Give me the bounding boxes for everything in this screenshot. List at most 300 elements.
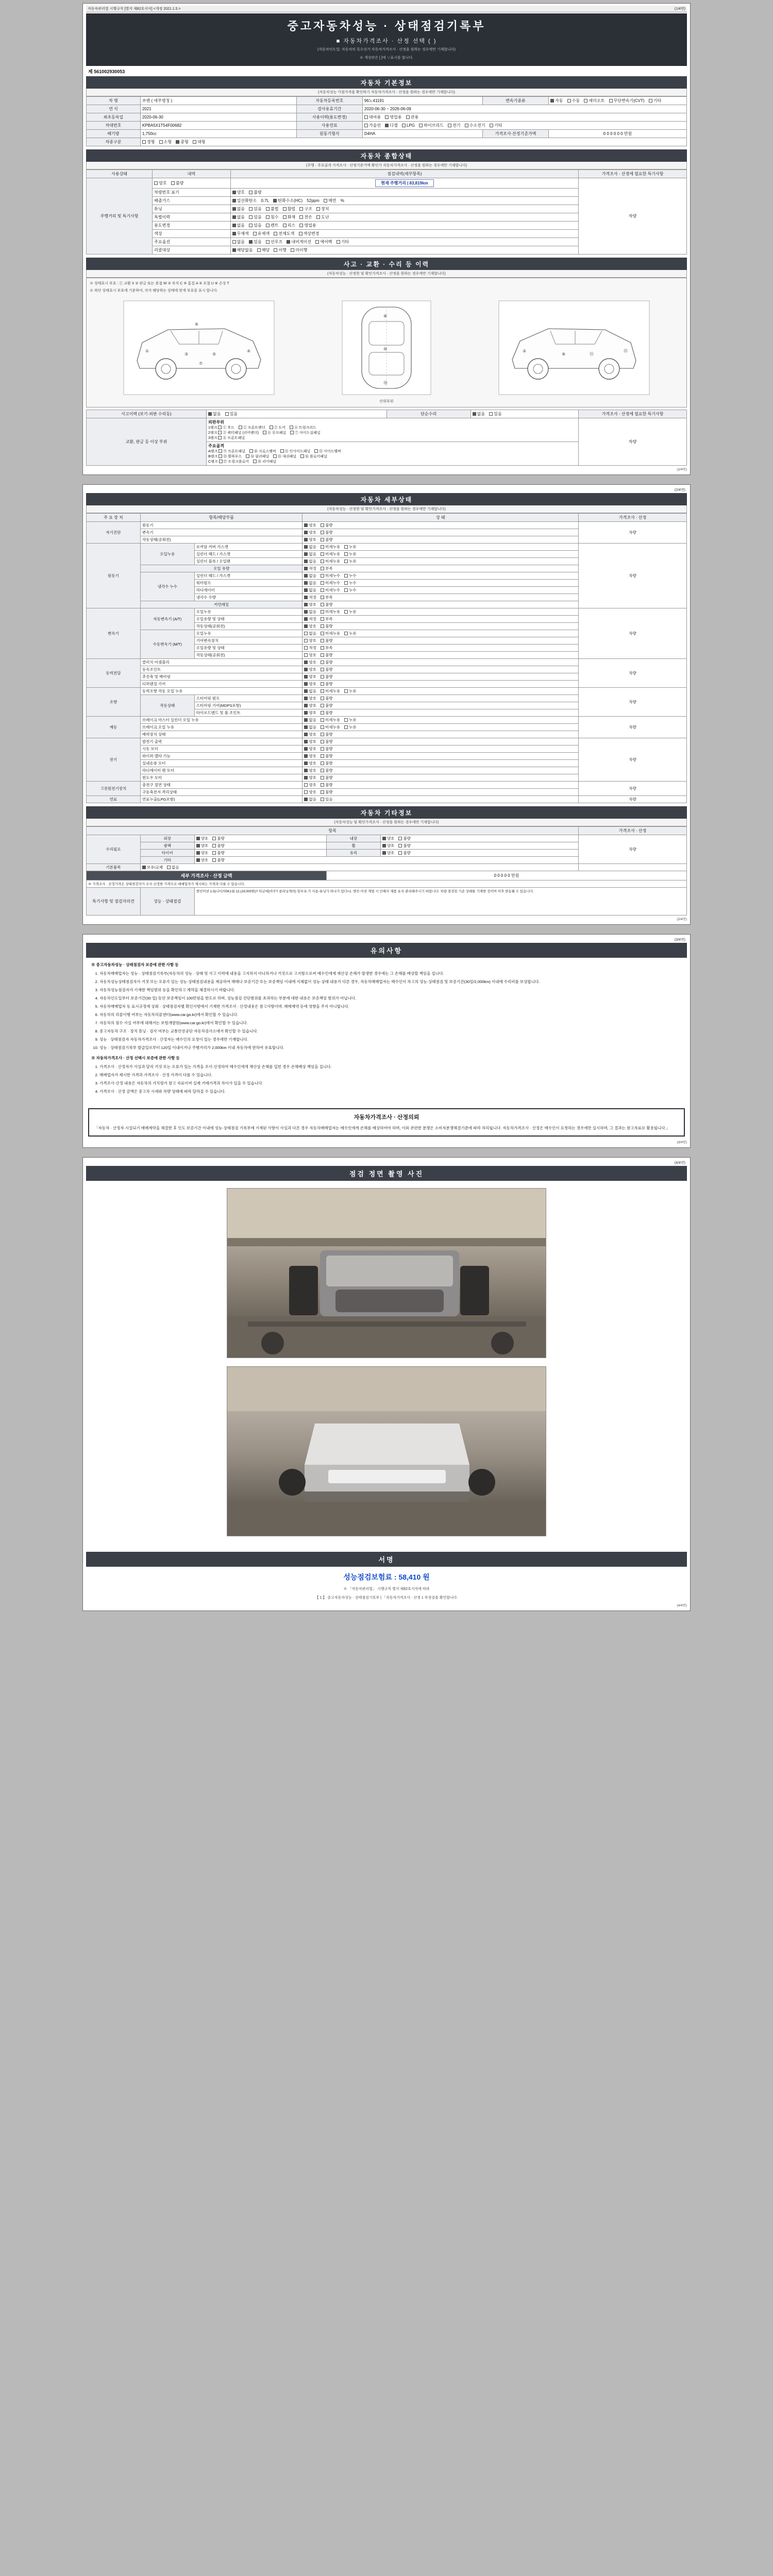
label-car-name: 차 명 (87, 97, 141, 105)
value-vin: KPBA5X1T54F00682 (140, 122, 296, 130)
subgroup-steering-operation: 작동상태 (140, 695, 194, 717)
option-navigation[interactable]: 내비게이션 (287, 239, 311, 245)
table-row (87, 796, 687, 803)
value-special-note: 엔진미션 1.5(나티의0K1월 12,(19,000원)? 타금에(아무? 클리닝계의) 일부포.가 사용-튜닝가 하나가 있다+1. 엔진·미션 계열 시 인해지 제품 유지·관리해주시기 바랍니다. 차량 점검일 기준 상태를 기재한 것이며 이후 변동될 수 있습니다. (194, 888, 686, 916)
overall-recall-label: 리콜대상 (153, 246, 230, 255)
table-row (87, 717, 687, 724)
item-propeller-shaft: 추진축 및 베어링 (140, 673, 303, 681)
idle-good[interactable]: 양호 (304, 537, 316, 543)
emission-smoke[interactable]: 매연 (324, 198, 336, 204)
part-steering-pump: 스티어링 펌프 (194, 695, 303, 702)
state-rocker-cover: 없음 미세누유 누유 (303, 544, 579, 551)
svg-text:②: ② (523, 349, 527, 354)
header-price-note: 가격조사 · 산정에 필요한 특기사항 (579, 170, 687, 178)
svg-text:⑤: ⑤ (212, 352, 216, 357)
section-accident-note: (자동차성능 · 산정한 및 확인가격조사 · 산정을 원하는 경우에만 기재합니다) (86, 270, 687, 278)
overall-recall-options (230, 246, 579, 255)
option-other[interactable]: 기타 (337, 239, 349, 245)
framed-box-text: 「자동차 · 산정자 시설되기 매매계약을 체결한 후 인도 보증기간 이내에 성능·상태점검 기록부에 기재된 사항이 사실과 다른 경우 자동차매매업자는 매수인에게 손해를 배상하여야 하며, 이와 관련한 분쟁은 소비자분쟁해결기준에 따라 처리됩니다. 자동차가격조사 · 산정은 매수인이 요청하는 경우에만 실시하며, 그 결과는 참고자료로 활용됩니다.」 (94, 1125, 670, 1130)
group-fuel: 연료 (87, 796, 141, 803)
note-brake: 차량 (579, 717, 687, 738)
value-displacement: 1,750cc (140, 130, 296, 138)
label-accident-history: 사고이력 (보기·외판 수리등) (87, 410, 207, 418)
note-transmission: 차량 (579, 608, 687, 659)
fuel-lpg[interactable]: LPG (402, 123, 415, 128)
notice-body (86, 958, 687, 1103)
diagram-note-1: ※ 상태표시 부호 : ① 교환 X ② 판금 또는 용접 W ③ 부식 C ④ 흠집 A ⑤ 요철 U ⑥ 손상 T (90, 282, 229, 285)
label-polish: 광택 (140, 842, 194, 850)
header-etc-left: 항목 (87, 827, 579, 835)
section-overall-header: 자동차 종합상태 (86, 149, 687, 162)
framed-box-title: 자동차가격조사 · 산정의뢰 (354, 1114, 419, 1121)
part-cylinder-head: 실린더 헤드 / 가스켓 (194, 551, 303, 558)
list-item: 9. 성능 · 상태점검자 자동차가격조사 · 산정자는 매수인의 요청이 있는 경우에만 기재합니다. (99, 1037, 682, 1043)
usechange-yes[interactable]: 있음 (249, 223, 261, 228)
subgroup-oil-leak: 오일누유 (140, 544, 194, 565)
value-outer-parts (207, 418, 579, 442)
transmission-option-semi[interactable]: 세미오토 (584, 98, 604, 104)
item-alternator: 발전기 출력 (140, 738, 303, 745)
section-detail-note: (자동차성능 · 산정한 및 확인가격조사 · 산정을 원하는 경우에만 기재합니다) (86, 505, 687, 513)
state-propeller-shaft: 양호 불량 (303, 673, 579, 681)
special-yes[interactable]: 있음 (249, 214, 261, 220)
emission-hc[interactable]: 탄화수소(HC) (273, 198, 303, 204)
list-item: 8. 중고자동차 구조 · 장치 튜닝 · 검사 여부는 교통안전공단 자동차검사소에서 확인할 수 있습니다. (99, 1028, 682, 1035)
label-fuel: 사용연료 (296, 122, 362, 130)
part-radiator: 라디에이터 (194, 587, 303, 594)
group-high-voltage: 고전원전기장치 (87, 782, 141, 796)
special-theft[interactable]: 도난 (316, 214, 329, 220)
state-idle (303, 536, 579, 544)
transmission-option-cvt[interactable]: 무단변속기(CVT) (609, 98, 645, 104)
item-window-motor: 윈도우 모터 (140, 774, 303, 782)
page-3-footer: (3/4면) (677, 1140, 687, 1144)
page-4-footer: (4/4면) (677, 1604, 687, 1608)
list-item: 1. 가격조사 · 산정자가 사실과 달리 거짓 또는 오류가 있는 가격을 조사·산정하여 매수인에게 재산상 손해를 입힌 경우 손해배상 책임을 집니다. (99, 1064, 682, 1070)
etc-price-note: 차량 (579, 835, 687, 864)
list-item: 2. 매매업자가 제시한 가격과 가격조사 · 산정 가격이 다를 수 있습니다. (99, 1072, 682, 1078)
state-power-steering-leak: 없음 미세누유 누유 (303, 688, 579, 695)
label-basic-items: 기본품목 (87, 864, 141, 871)
overall-usechange-label: 용도변경 (153, 222, 230, 230)
part-cylinder-block: 실린더 블록 / 오일팬 (194, 558, 303, 565)
overall-color-label: 색상 (153, 230, 230, 238)
notice-list-2 (99, 1064, 682, 1095)
table-row (87, 105, 687, 113)
table-row (87, 544, 687, 551)
trans-good[interactable]: 양호 (304, 530, 316, 535)
tuning-illegal[interactable]: 불법 (266, 206, 278, 212)
mileage-bad[interactable]: 불량 (171, 180, 183, 186)
header-check-detail: 점검내역(세부항목) (230, 170, 579, 178)
table-row (87, 835, 687, 842)
document-subtitle: ■ 자동차가격조사 · 산정 선택 ( ) (336, 38, 437, 44)
overall-special-history-options (230, 213, 579, 222)
color-chromatic[interactable]: 유채색 (253, 231, 270, 236)
special-fire[interactable]: 화재 (283, 214, 295, 220)
value-basic-items: 보유/교체 없음 (140, 864, 578, 871)
list-item: 3. 가격조사·산정 내용은 자동차의 가치평가 참고 자료이며 실제 거래가격과 차이가 있을 수 있습니다. (99, 1080, 682, 1087)
fuel-diesel[interactable]: 디젤 (385, 123, 397, 128)
emission-co-value: 0.7L (261, 198, 270, 203)
value-engine-type: D4HA (362, 130, 482, 138)
value-price-total: 0 0 0 0 0 만원 (326, 871, 686, 880)
label-accident-price-note: 가격조사 · 산정에 필요한 특기사항 (579, 410, 687, 418)
overall-vin-mark-label: 차량번호 표기 (153, 189, 230, 197)
color-changed[interactable]: 색상변경 (299, 231, 320, 236)
table-row (87, 418, 687, 442)
label-simple-repair: 단순수리 (386, 410, 470, 418)
list-item: 1. 자동차매매업자는 성능 · 상태점검기록부(자동차의 성능 · 상태 및 사고 이력에 내용을 고지하지 아니하거나 거짓으로 고지함으로써 매수인에게 재산상 손해가 발생한 경우에는 그 손해를 배상할 책임을 집니다. (99, 971, 682, 977)
item-transmission: 변속기 (140, 529, 303, 536)
usechange-lease[interactable]: 리스 (283, 223, 295, 228)
section-detail-header: 자동차 세부상태 (86, 493, 687, 505)
usechange-commercial[interactable]: 영업용 (299, 223, 316, 228)
class-large[interactable]: 대형 (193, 139, 205, 145)
subgroup-auto-trans: 자동변속기 (A/T) (140, 608, 194, 630)
section-overall-note: (주행 · 주요골격 가격조사 · 산정기준가액 확인가 자동차가격조사 · 산정을 원하는 경우에만 기재합니다) (86, 162, 687, 170)
use-history-rental[interactable]: 대여용 (364, 114, 381, 120)
special-none[interactable]: 없음 (232, 214, 245, 220)
part-at-idle: 작동상태(공회전) (194, 623, 303, 630)
state-cylinder-block: 없음 미세누유 누유 (303, 558, 579, 565)
item-battery-isolation: 구동축전지 격리상태 (140, 789, 303, 796)
car-diagrams (90, 296, 683, 398)
frame-rank-a[interactable]: A랭크 ⑨ 프론트패널 ⑩ 크로스멤버 ⑪ 인사이드패널 ⑫ 사이드멤버 (208, 450, 341, 454)
svg-text:⑪: ⑪ (590, 352, 594, 357)
item-blower-motor: 실내송풍 모터 (140, 760, 303, 767)
form-reference: 자동차관리법 시행규칙 [별지 제82호서식] <개정 2021.1.5.> (88, 7, 181, 11)
part-coolant-level: 냉각수 수량 (194, 594, 303, 601)
page-2-header: (2/4면) (674, 488, 685, 493)
emission-hc-value: 52ppm (307, 198, 320, 203)
table-row (87, 782, 687, 789)
table-row (87, 864, 687, 871)
overall-emission-label: 배출가스 (153, 197, 230, 205)
value-interior: 양호 불량 (380, 835, 578, 842)
page-1-footer: (1/4면) (677, 468, 687, 472)
overall-vin-mark-options (230, 189, 579, 197)
svg-text:③: ③ (184, 352, 189, 357)
price-disclaimer: ※ 가격조사 · 산정가격은 상태점검자가 조사·산정한 가격으로 매매업자가 제시하는 가격과 다를 수 있습니다. (87, 880, 687, 888)
value-accident-history (207, 410, 387, 418)
tuning-legal[interactable]: 합법 (283, 206, 295, 212)
item-common-rail: 커먼레일 (140, 601, 303, 608)
value-fuel (362, 122, 686, 130)
state-wiper: 양호 불량 (303, 753, 579, 760)
label-model-year: 연 식 (87, 105, 141, 113)
accident-history-none[interactable]: 없음 (208, 411, 221, 417)
state-oil-quantity: 적정 부족 (303, 565, 579, 572)
item-master-cylinder: 브레이크 마스터 실린더 오일 누유 (140, 717, 303, 724)
simple-repair-yes[interactable]: 있음 (489, 411, 501, 417)
item-starter: 시동 모터 (140, 745, 303, 753)
list-item: 4. 가격조사 · 산정 금액은 중고차 시세와 차량 상태에 따라 달라질 수 있습니다. (99, 1089, 682, 1095)
option-airbag[interactable]: 에어백 (315, 239, 332, 245)
table-header-row (87, 170, 687, 178)
overall-mileage-value (230, 178, 579, 189)
subgroup-manual-trans: 수동변속기 (M/T) (140, 630, 194, 659)
svg-text:④: ④ (247, 349, 251, 354)
accident-history-table (86, 410, 687, 466)
transmission-option-manual[interactable]: 수동 (567, 98, 580, 104)
group-electric: 전기 (87, 738, 141, 782)
part-gear-shift: 기어변속장치 (194, 637, 303, 645)
vin-mark-bad[interactable]: 불량 (249, 190, 261, 195)
svg-text:①: ① (145, 349, 149, 354)
page-4-header: (4/4면) (674, 1161, 685, 1165)
state-mt-idle: 양호 불량 (303, 652, 579, 659)
fuel-hydrogen[interactable]: 수소전기 (465, 123, 485, 128)
etc-table (86, 826, 687, 916)
accident-history-yes[interactable]: 있음 (225, 411, 238, 417)
footer-note-2: 【 1 】 중고자동차성능 · 상태점검기록부 | 「자동차가격조사 · 산정 1 부장검을 확인합니다. (315, 1596, 458, 1600)
state-water-pump: 없음 미세누수 누수 (303, 580, 579, 587)
state-at-idle: 양호 불량 (303, 623, 579, 630)
class-light[interactable]: 경형 (142, 139, 155, 145)
recall-na[interactable]: 해당없음 (232, 247, 253, 253)
group-self-diagnosis: 자기진단 (87, 522, 141, 544)
overall-mileage-options (153, 178, 230, 189)
mileage-good[interactable]: 양호 (154, 180, 166, 186)
state-master-cylinder: 없음 미세누유 누유 (303, 717, 579, 724)
use-history-business[interactable]: 영업용 (385, 114, 401, 120)
frame-rank-c[interactable]: C랭크 ⑰ 트렁크플로어 ⑱ 리어패널 (208, 460, 277, 464)
notice-section-1-title: ※ 중고자동차성능 · 상태점검자 보증에 관한 사항 등 (91, 962, 179, 968)
group-transmission: 변속기 (87, 608, 141, 659)
notice-list-1 (99, 971, 682, 1051)
section-basic-info-header: 자동차 기본정보 (86, 76, 687, 89)
group-brake: 제동 (87, 717, 141, 738)
value-exterior: 양호 불량 (194, 835, 326, 842)
svg-text:⑧: ⑧ (383, 314, 388, 319)
emission-co[interactable]: 일산화탄소 (232, 198, 257, 204)
diagram-note-2: ※ 하단 상태표시 부호에 기준하여, 각각 해당하는 상태에 맞게 부호를 표시 합니다. (90, 289, 218, 293)
outer-rank-2[interactable]: 2랭크 ⑤ 쿼터패널 (리어팬더) ⑥ 루프패널 ⑦ 사이드실패널 (208, 431, 321, 435)
class-small[interactable]: 소형 (159, 139, 172, 145)
value-first-registration: 2020-06-30 (140, 113, 296, 122)
signature-header: 서명 (86, 1552, 687, 1567)
value-etc-other: 양호 불량 (194, 857, 579, 864)
class-medium[interactable]: 중형 (176, 139, 188, 145)
color-achromatic[interactable]: 무채색 (232, 231, 249, 236)
state-alternator: 양호 불량 (303, 738, 579, 745)
table-row (87, 888, 687, 916)
vin-mark-good[interactable]: 양호 (232, 190, 245, 195)
state-battery-isolation: 양호 불량 (303, 789, 579, 796)
state-brake-oil-leak: 없음 미세누유 누유 (303, 724, 579, 731)
table-row (87, 122, 687, 130)
special-total-loss[interactable]: 전손 (299, 214, 312, 220)
item-differential: 디퍼렌셜 기어 (140, 681, 303, 688)
label-interior: 내장 (326, 835, 380, 842)
recall-yes[interactable]: 해당 (257, 247, 270, 253)
table-row (87, 178, 687, 189)
table-row (87, 410, 687, 418)
fuel-other[interactable]: 기타 (490, 123, 502, 128)
item-wiper: 와이퍼 델타 기능 (140, 753, 303, 760)
svg-text:⑱: ⑱ (383, 381, 388, 386)
table-row (87, 880, 687, 888)
option-sunroof[interactable]: 선루프 (266, 239, 282, 245)
fee-value: 58,410 원 (398, 1572, 430, 1581)
notice-header: 유의사항 (86, 943, 687, 958)
fuel-gasoline[interactable]: 가솔린 (364, 123, 381, 128)
color-full-repaint[interactable]: 전체도색 (274, 231, 294, 236)
table-row (87, 522, 687, 529)
label-price-total: 세부 가격조사 · 산정 금액 (87, 871, 327, 880)
state-booster: 양호 불량 (303, 731, 579, 738)
use-history-government[interactable]: 관용 (406, 114, 418, 120)
outer-rank-3[interactable]: 3랭크 ⑧ 프론트패널 (208, 436, 245, 440)
note-steering: 차량 (579, 688, 687, 717)
part-coolant-head: 실린더 헤드 / 가스켓 (194, 572, 303, 580)
photo-front-underbody (227, 1188, 546, 1358)
label-inspection-period: 검사유효기간 (296, 105, 362, 113)
photo-rear-underbody (227, 1366, 546, 1536)
trans-bad[interactable]: 불량 (321, 530, 333, 535)
label-special-note: 특기사항 및 점검자의견 (87, 888, 141, 916)
special-flood[interactable]: 침수 (266, 214, 278, 220)
simple-repair-none[interactable]: 없음 (473, 411, 485, 417)
table-header-row (87, 827, 687, 835)
state-starter: 양호 불량 (303, 745, 579, 753)
label-tire: 타이어 (140, 850, 194, 857)
list-item: 10. 성능 · 상태점검기록부 발급일로부터 120일 이내이거나 주행거리가 2,000km 이내 자동차에 한하여 유효합니다. (99, 1045, 682, 1051)
table-row (87, 871, 687, 880)
option-none[interactable]: 없음 (232, 239, 245, 245)
overall-color-options (230, 230, 579, 238)
state-transmission (303, 529, 579, 536)
section-accident-header: 사고 · 교환 · 수리 등 이력 (86, 258, 687, 270)
fuel-electric[interactable]: 전기 (448, 123, 460, 128)
document-title-note-1: (자동차인도일: 자동차의 특수선가 자동차가격조사 · 산정을 원하는 경우에만 기재합니다) (317, 48, 456, 52)
part-rocker-cover: 로커암 커버 가스켓 (194, 544, 303, 551)
state-at-oil-level: 적정 부족 (303, 616, 579, 623)
idle-bad[interactable]: 불량 (321, 537, 333, 543)
item-fuel-leak: 연료누출(LPG포함) (140, 796, 303, 803)
label-wheel: 휠 (326, 842, 380, 850)
tuning-structure[interactable]: 구조 (299, 206, 312, 212)
label-vin: 차대번호 (87, 122, 141, 130)
detail-state-table (86, 513, 687, 803)
value-polish: 양호 불량 (194, 842, 326, 850)
overall-tuning-label: 튜닝 (153, 205, 230, 213)
state-engine (303, 522, 579, 529)
state-cv-joint: 양호 불량 (303, 666, 579, 673)
value-use-history (362, 113, 686, 122)
overall-options-values (230, 238, 579, 246)
label-plate-number: 자동차등록번호 (296, 97, 362, 105)
table-header-row (87, 514, 687, 522)
recall-done[interactable]: 이행 (274, 247, 286, 253)
item-power-steering-leak: 동력조향 작동 오일 누유 (140, 688, 303, 695)
table-row (87, 608, 687, 616)
engine-bad[interactable]: 불량 (321, 522, 333, 528)
list-item: 5. 자동차매매업자 등 표시규정에 상회 · 상태점검자별 확인사항에서 기재한 가격조사 · 산정내용은 참고사항이며, 매매계약 등에 영향을 주지 아니합니다. (99, 1004, 682, 1010)
header-state: 상 태 (303, 514, 579, 522)
list-item: 3. 자동차성능점검자가 기재한 책임범위 등을 확인하고 계약을 체결하시기 바랍니다. (99, 987, 682, 993)
group-steering: 조향 (87, 688, 141, 717)
tuning-device[interactable]: 장치 (316, 206, 329, 212)
transmission-option-auto[interactable]: 자동 (550, 98, 563, 104)
transmission-option-other[interactable]: 기타 (649, 98, 661, 104)
row-group-label: 주행거리 및 특기사항 (87, 178, 153, 255)
value-price-base: 0 0 0 0 0 0 만원 (549, 130, 687, 138)
odometer-value: 현재 주행거리 | 83,819km (375, 179, 433, 187)
label-displacement: 배기량 (87, 130, 141, 138)
label-special-sub: 성능 · 상태점검 (140, 888, 194, 916)
state-gear-shift: 양호 불량 (303, 637, 579, 645)
usechange-rent[interactable]: 렌트 (266, 223, 278, 228)
option-yes[interactable]: 있음 (249, 239, 261, 245)
list-item: 4. 자동차인도일부터 보증기간(30 일) 동안 보증책임이 100만원을 한도로 하며, 성능점검 진단범위를 초과하는 부분에 대한 내용은 보증책임 범위가 아닙니다. (99, 995, 682, 1002)
value-car-name: 쏘렌 ( 세부명칭 ) (140, 97, 296, 105)
note-self-diagnosis: 차량 (579, 522, 687, 544)
fuel-hybrid[interactable]: 하이브리드 (419, 123, 444, 128)
photo-section-header: 점검 정면 촬영 사진 (86, 1166, 687, 1181)
document-number: 제 561002930053 (88, 69, 125, 74)
value-basic-items-note (579, 864, 687, 871)
label-etc-other: 기타 (140, 857, 194, 864)
part-tie-rod: 타이로드엔드 및 볼 조인트 (194, 709, 303, 717)
frame-rank-b[interactable]: B랭크 ⑬ 휠하우스 ⑭ 필러패널 ⑮ 대쉬패널 ⑯ 플로어패널 (208, 455, 327, 459)
recall-not-done[interactable]: 미이행 (291, 247, 307, 253)
part-at-oil-leak: 오일누유 (194, 608, 303, 616)
footer-note-1: ※ 「자동차관리법」 시행규칙 별지 제82호서식에 따라 (343, 1587, 430, 1591)
table-row (87, 130, 687, 138)
state-tie-rod: 양호 불량 (303, 709, 579, 717)
state-mt-oil-level: 적정 부족 (303, 645, 579, 652)
note-high-voltage: 차량 (579, 782, 687, 796)
part-water-pump: 워터펌프 (194, 580, 303, 587)
state-common-rail: 양호 불량 (303, 601, 579, 608)
value-tire: 양호 불량 (194, 850, 326, 857)
engine-good[interactable]: 양호 (304, 522, 316, 528)
item-radiator-fan: 라디에이터 팬 모터 (140, 767, 303, 774)
sheet-1 (82, 3, 691, 475)
sheet-2 (82, 484, 691, 925)
part-mt-oil-level: 오일유량 및 상태 (194, 645, 303, 652)
header-etc-right: 가격조사 · 산정 (579, 827, 687, 835)
group-powertrain: 원동기 (87, 544, 141, 608)
value-model-year: 2021 (140, 105, 296, 113)
overall-state-table (86, 170, 687, 255)
car-diagram-right-side (497, 299, 651, 397)
note-driveline: 차량 (579, 659, 687, 688)
usechange-none[interactable]: 없음 (232, 223, 245, 228)
label-glass: 유리 (326, 850, 380, 857)
document-title: 중고자동차성능 · 상태점검기록부 (287, 20, 486, 32)
header-price: 가격조사 · 산정 (579, 514, 687, 522)
item-oil-quantity: 오일 유량 (140, 565, 303, 572)
fee-label: 성능점검보험료 : (343, 1572, 397, 1581)
label-engine-type: 원동기형식 (296, 130, 362, 138)
value-accident-price-note: 차량 (579, 418, 687, 466)
tuning-none[interactable]: 없음 (232, 206, 245, 212)
item-idle: 작동상태(공회전) (140, 536, 303, 544)
photo-gallery (86, 1181, 687, 1552)
state-steering-gear: 양호 불량 (303, 702, 579, 709)
overall-emission-options (230, 197, 579, 205)
tuning-yes[interactable]: 있음 (249, 206, 261, 212)
document-title-note-2: ※ 색상란은 [ ]에 ∨표시를 합니다. (360, 56, 413, 60)
label-transmission: 변속기종류 (482, 97, 548, 105)
list-item: 2. 자동차성능상태점검자가 거짓 또는 오류가 있는 성능·상태점검내용을 제공하여 매매나 보증기간 또는 보증책임 이내에 지체없이 성능·상태 내용가 다른 경우, 자동차매매업자는 매수인이 차고의 성능·상태점검 및 보증기간(30일/2,000km) 이내에 수리비를 보상합니다. (99, 979, 682, 985)
outer-rank-1[interactable]: 1랭크 ① 후드 ② 프론트팬더 ③ 도어 ④ 트렁크리드 (208, 426, 316, 430)
price-survey-request-box (88, 1108, 685, 1137)
state-fuel-leak: 없음 있음 (303, 796, 579, 803)
